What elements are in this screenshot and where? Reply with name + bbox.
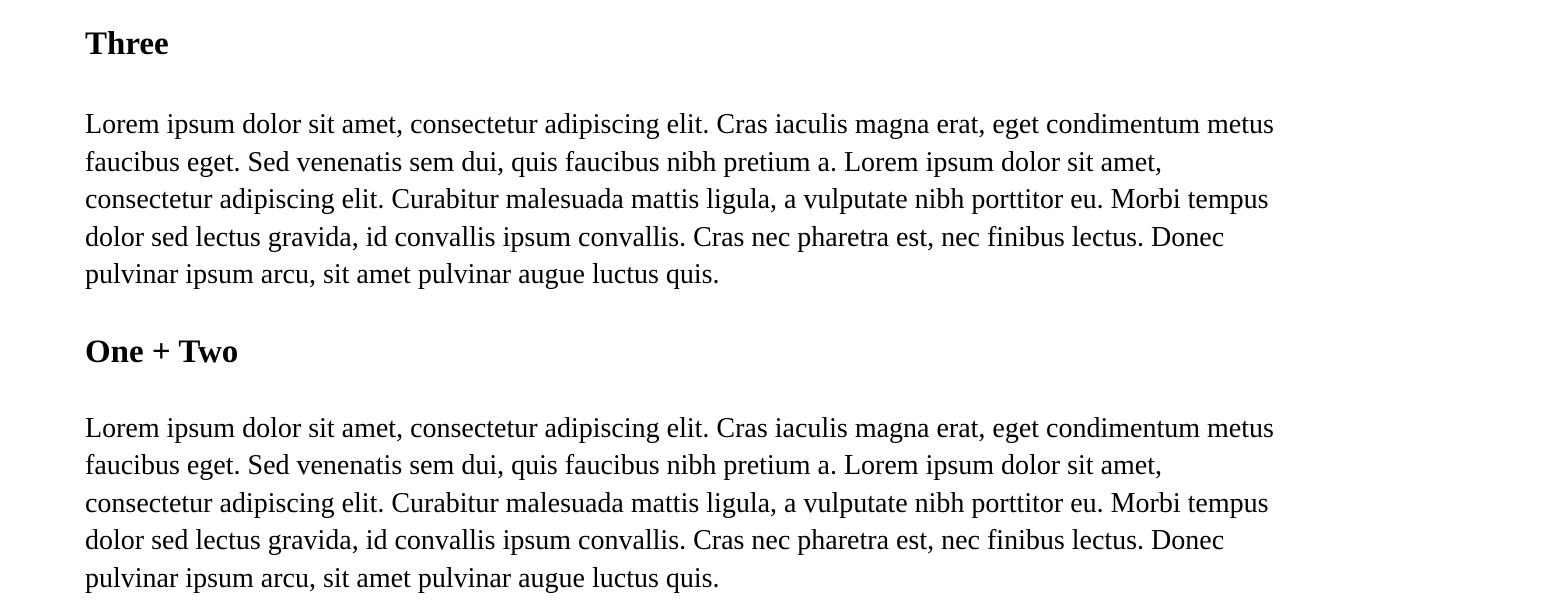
section-paragraph	[85, 106, 1465, 294]
section-three	[85, 0, 1465, 294]
paragraph-line: dolor sed lectus gravida, id convallis ipsum convallis. Cras nec pharetra est, nec finibus lectus. Donec	[85, 221, 1225, 253]
section-paragraph	[85, 410, 1465, 598]
section-heading: One + Two	[85, 333, 239, 370]
paragraph-line: pulvinar ipsum arcu, sit amet pulvinar augue luctus quis.	[85, 259, 720, 290]
paragraph-line: faucibus eget. Sed venenatis sem dui, quis faucibus nibh pretium a. Lorem ipsum dolor sit amet,	[85, 146, 1163, 178]
document-body	[85, 0, 1465, 597]
section-heading: Three	[85, 26, 169, 62]
section-one-plus-two	[85, 332, 1465, 598]
paragraph-line: consectetur adipiscing elit. Curabitur malesuada mattis ligula, a vulputate nibh porttitor eu. Morbi tempus	[85, 184, 1269, 215]
paragraph-line: faucibus eget. Sed venenatis sem dui, quis faucibus nibh pretium a. Lorem ipsum dolor sit amet,	[85, 450, 1163, 481]
paragraph-line: Lorem ipsum dolor sit amet, consectetur adipiscing elit. Cras iaculis magna erat, eget condimentum metus	[85, 412, 1274, 444]
paragraph-line: consectetur adipiscing elit. Curabitur malesuada mattis ligula, a vulputate nibh porttitor eu. Morbi tempus	[85, 487, 1269, 519]
paragraph-line: Lorem ipsum dolor sit amet, consectetur adipiscing elit. Cras iaculis magna erat, eget condimentum metus	[85, 109, 1274, 140]
paragraph-line: dolor sed lectus gravida, id convallis ipsum convallis. Cras nec pharetra est, nec finibus lectus. Donec	[85, 525, 1225, 556]
paragraph-line: pulvinar ipsum arcu, sit amet pulvinar augue luctus quis.	[85, 562, 720, 594]
